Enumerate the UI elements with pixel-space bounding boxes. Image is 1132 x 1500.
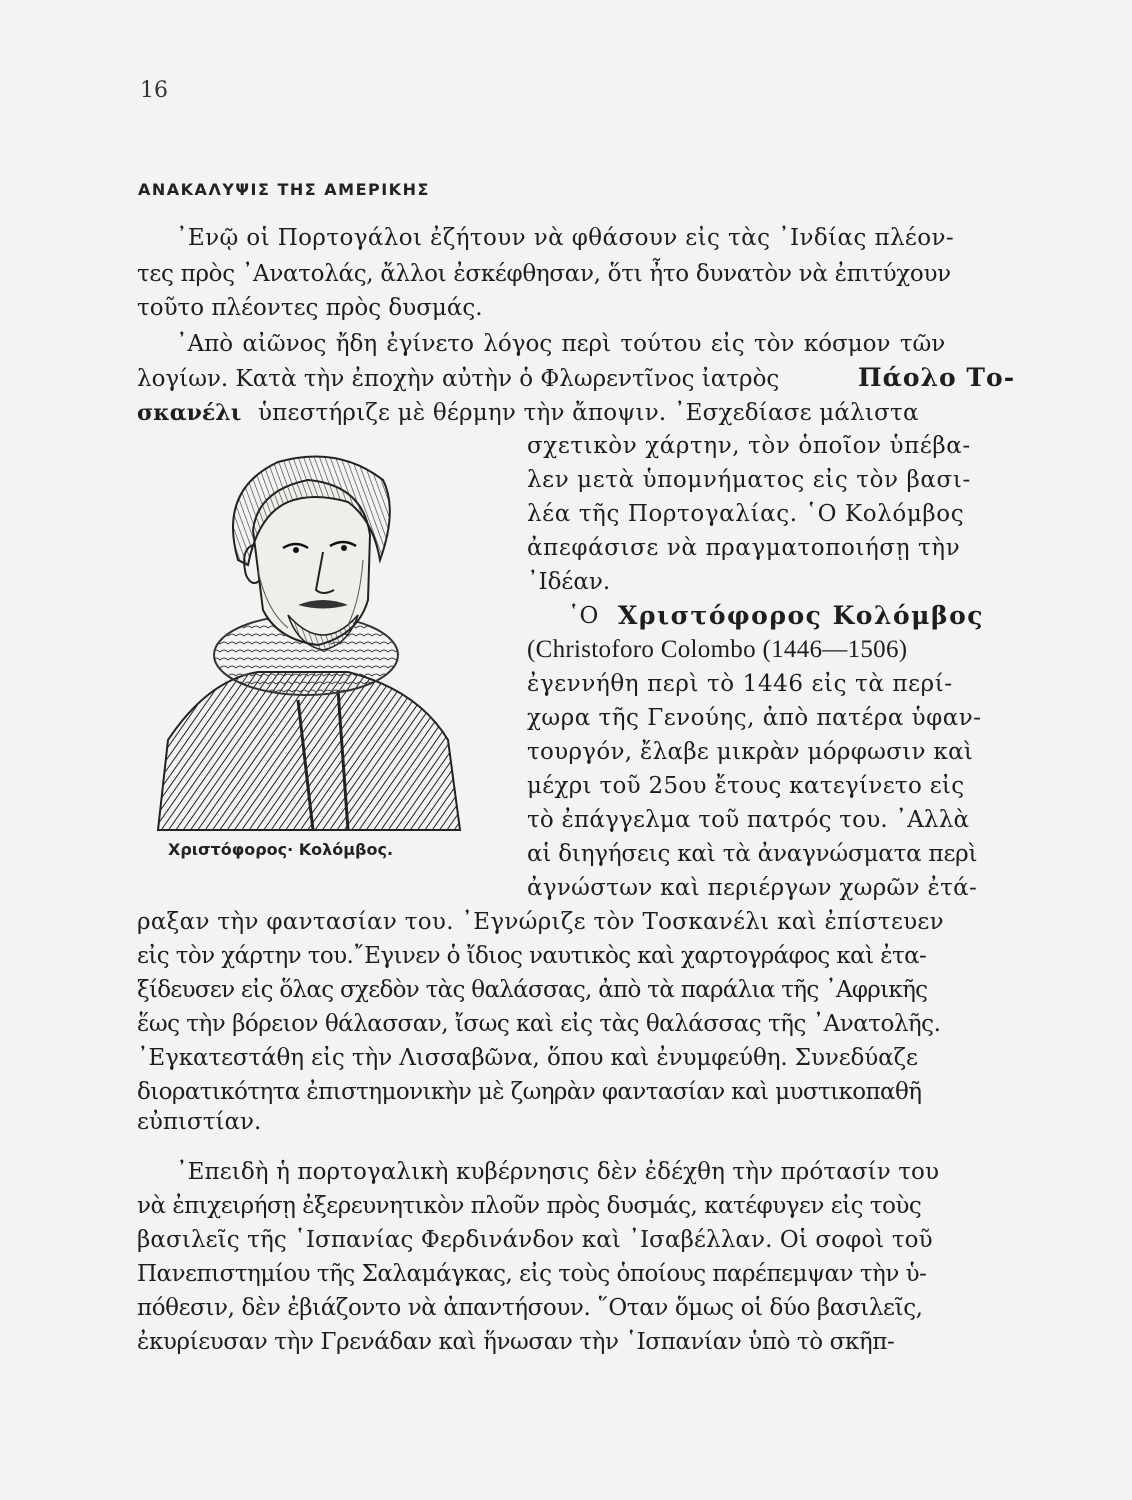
text-line: τες πρὸς ᾿Ανατολάς, ἄλλοι ἐσκέφθησαν, ὅτι ἦτο δυνατὸν νὰ ἐπιτύχουν <box>137 261 951 287</box>
text-line: ᾿Απὸ αἰῶνος ἤδη ἐγίνετο λόγος περὶ τούτου εἰς τὸν κόσμον τῶν <box>176 331 946 357</box>
text-line: ἐκυρίευσαν τὴν Γρενάδαν καὶ ἥνωσαν τὴν ῾Ισπανίαν ὑπὸ τὸ σκῆπ- <box>137 1329 895 1355</box>
text-line: τουργόν, ἔλαβε μικρὰν μόρφωσιν καὶ <box>527 739 974 765</box>
text-line: λεν μετὰ ὑπομνήματος εἰς τὸν βασι- <box>527 467 971 493</box>
text-line: ᾿Ενῷ οἱ Πορτογάλοι ἐζήτουν νὰ φθάσουν εἰς τὰς ᾿Ινδίας πλέον- <box>176 225 955 251</box>
text-line: ἐγεννήθη περὶ τὸ 1446 εἰς τὰ περί- <box>527 671 953 697</box>
text-line: αἱ διηγήσεις καὶ τὰ ἀναγνώσματα περὶ <box>527 841 978 867</box>
text-line: ἀπεφάσισε νὰ πραγματοποιήσῃ τὴν <box>527 535 961 561</box>
text-line: πόθεσιν, δὲν ἐβιάζοντο νὰ ἀπαντήσουν. ῞Οταν ὅμως οἱ δύο βασιλεῖς, <box>137 1295 923 1321</box>
text-line: εὐπιστίαν. <box>137 1109 262 1135</box>
text-line: ξίδευσεν εἰς ὅλας σχεδὸν τὰς θαλάσσας, ἀπὸ τὰ παράλια τῆς ᾿Αφρικῆς <box>137 977 928 1003</box>
text-line: τὸ ἐπάγγελμα τοῦ πατρός του. ᾿Αλλὰ <box>527 807 970 833</box>
text-line: ραξαν τὴν φαντασίαν του. ᾿Εγνώριζε τὸν Τοσκανέλι καὶ ἐπίστευεν <box>137 909 944 935</box>
text-line: ᾿Ιδέαν. <box>527 569 611 595</box>
text-line: ᾿Επειδὴ ἡ πορτογαλικὴ κυβέρνησις δὲν ἐδέχθη τὴν πρότασίν του <box>176 1159 940 1185</box>
text-line: βασιλεῖς τῆς ῾Ισπανίας Φερδινάνδον καὶ ᾿Ισαβέλλαν. Οἱ σοφοὶ τοῦ <box>137 1227 933 1253</box>
text-line: νὰ ἐπιχειρήσῃ ἐξερευνητικὸν πλοῦν πρὸς δυσμάς, κατέφυγεν εἰς τοὺς <box>137 1193 922 1219</box>
text-line: λογίων. Κατὰ τὴν ἐποχὴν αὐτὴν ὁ Φλωρεντῖνος ἰατρὸς <box>137 366 780 392</box>
text-line: χωρα τῆς Γενούης, ἀπὸ πατέρα ὑφαν- <box>527 705 982 731</box>
section-title: ΑΝΑΚΑΛΥΨΙΣ ΤΗΣ ΑΜΕΡΙΚΗΣ <box>138 180 430 199</box>
text-line: λέα τῆς Πορτογαλίας. ῾Ο Κολόμβος <box>527 501 965 527</box>
text-line: εἰς τὸν χάρτην του.῎Εγινεν ὁ ἴδιος ναυτικὸς καὶ χαρτογράφος καὶ ἐτα- <box>137 943 927 969</box>
text-line: (Christoforo Colombo (1446—1506) <box>527 636 908 663</box>
text-line: ὑπεστήριζε μὲ θέρμην τὴν ἄποψιν. ᾿Εσχεδίασε μάλιστα <box>258 400 919 426</box>
name-columbus: Χριστόφορος Κολόμβος <box>618 601 984 630</box>
text-line: διορατικότητα ἐπιστημονικὴν μὲ ζωηρὰν φαντασίαν καὶ μυστικοπαθῆ <box>137 1079 922 1105</box>
text-line: ᾿Εγκατεστάθη εἰς τὴν Λισσαβῶνα, ὅπου καὶ ἐνυμφεύθη. Συνεδύαζε <box>137 1045 918 1071</box>
figure-caption: Χριστόφορος· Κολόμβος. <box>168 840 394 859</box>
text-line: μέχρι τοῦ 25ου ἔτους κατεγίνετο εἰς <box>527 773 965 799</box>
text-line: τοῦτο πλέοντες πρὸς δυσμάς. <box>137 295 483 321</box>
name-toscanelli-2: σκανέλι <box>137 400 242 426</box>
text-line: σχετικὸν χάρτην, τὸν ὁποῖον ὑπέβα- <box>527 433 971 459</box>
text-line: Πανεπιστημίου τῆς Σαλαμάγκας, εἰς τοὺς ὁποίους παρέπεμψαν τὴν ὑ- <box>137 1261 927 1287</box>
page-number: 16 <box>140 78 168 103</box>
text-line: ἕως τὴν βόρειον θάλασσαν, ἴσως καὶ εἰς τὰς θαλάσσας τῆς ᾿Ανατολῆς. <box>137 1011 941 1037</box>
text-line: ἀγνώστων καὶ περιέργων χωρῶν ἐτά- <box>527 875 978 901</box>
text-line: ῾Ο <box>568 603 599 629</box>
name-toscanelli-1: Πάολο Το- <box>858 363 1016 392</box>
columbus-portrait <box>148 440 466 832</box>
